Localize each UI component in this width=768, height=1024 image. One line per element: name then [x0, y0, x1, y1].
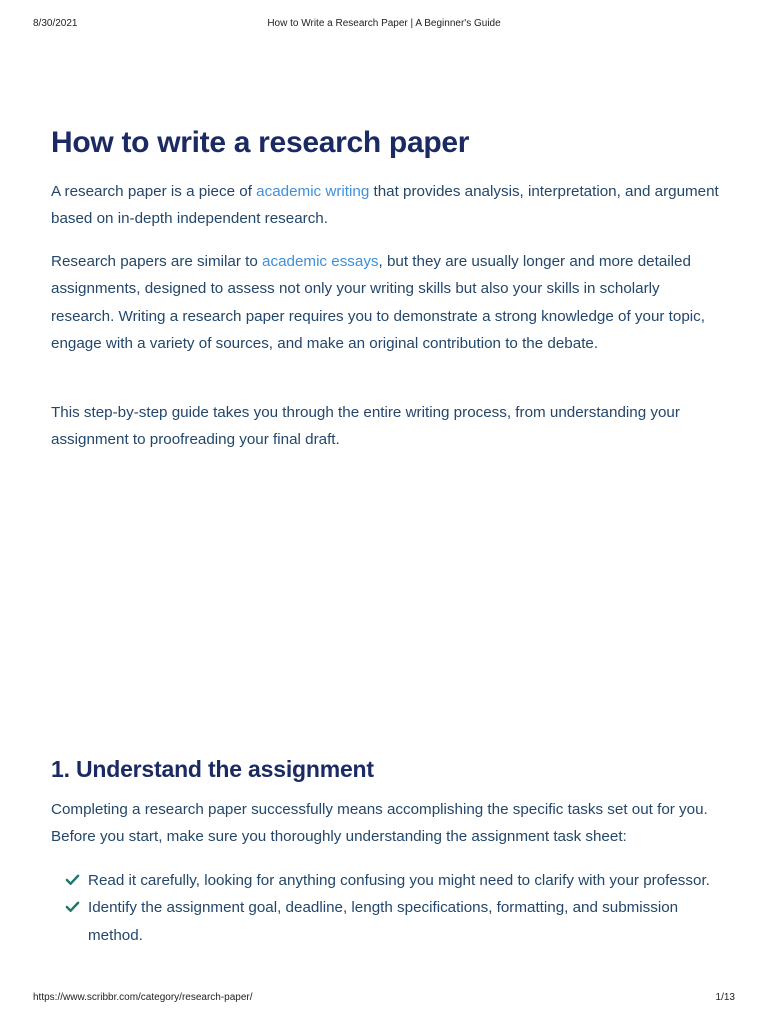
- checklist-item: [51, 894, 719, 949]
- check-icon: [65, 872, 80, 887]
- intro-paragraph: [51, 178, 719, 233]
- second-text-start: Research papers are similar to: [51, 253, 263, 270]
- print-url: https://www.scribbr.com/category/research-paper/: [33, 992, 253, 1003]
- print-footer: [0, 992, 768, 1006]
- page-number: 1/13: [715, 992, 735, 1003]
- intro-text-start: A research paper is a piece of: [51, 183, 257, 200]
- second-paragraph: [51, 248, 719, 357]
- print-date: 8/30/2021: [33, 18, 78, 29]
- academic-essays-link[interactable]: academic essays: [262, 253, 379, 270]
- section-heading: 1. Understand the assignment: [51, 756, 374, 782]
- checklist-item-text: Read it carefully, looking for anything confusing you might need to clarify with your professor.: [88, 872, 710, 889]
- checklist-item: [51, 867, 719, 894]
- third-paragraph: This step-by-step guide takes you through the entire writing process, from understanding your assignment to proofreading your final draft.: [51, 404, 680, 449]
- page-title: How to write a research paper: [51, 126, 470, 159]
- check-icon: [65, 899, 80, 914]
- print-header: [0, 18, 768, 32]
- academic-writing-link[interactable]: academic writing: [256, 183, 370, 200]
- section-paragraph: Completing a research paper successfully means accomplishing the specific tasks set out for you. Before you start, make sure you thoroughly understanding the assignment task sheet:: [51, 801, 708, 846]
- second-text-end: , but they are usually longer and more detailed assignments, designed to assess not only your writing skills but also your skills in scholarly research. Writing a research paper requires you to demonstrate a strong knowledge of your topic, engage with a variety of sources, and make an original contribution to the debate.: [51, 253, 705, 352]
- intro-text-end: that provides analysis, interpretation, and argument based on in-depth independent research.: [51, 183, 719, 228]
- checklist-item-text: Identify the assignment goal, deadline, length specifications, formatting, and submission method.: [88, 899, 679, 944]
- print-doc-title: How to Write a Research Paper | A Beginner's Guide: [267, 18, 501, 29]
- checklist: [51, 867, 719, 949]
